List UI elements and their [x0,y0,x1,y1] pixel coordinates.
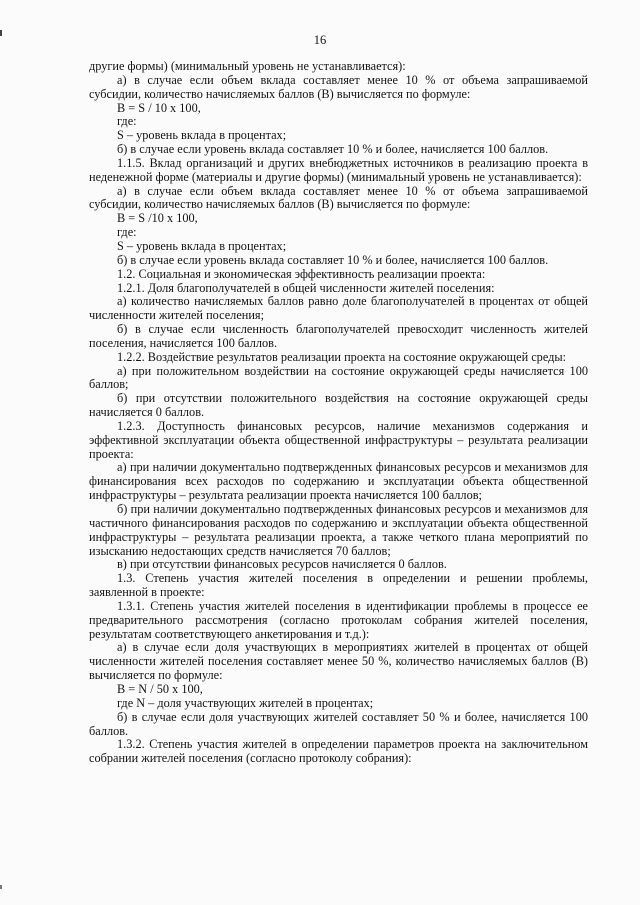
paragraph: где N – доля участвующих жителей в процентах; [117,695,374,710]
paragraph: б) в случае если доля участвующих жителей составляет 50 % и более, начисляется 100 баллов. [89,709,588,738]
paragraph: б) при отсутствии положительного воздействия на состояние окружающей среды начисляется 0 баллов. [89,391,588,420]
paragraph: а) в случае если доля участвующих в мероприятиях жителей в процентах от общей численности жителей поселения составляет менее 50 %, количество начисляемых баллов (B) вычисляется по формуле: [89,640,588,683]
document-body [89,60,588,766]
paragraph: б) в случае если уровень вклада составляет 10 % и более, начисляется 100 баллов. [117,142,549,157]
paragraph: а) количество начисляемых баллов равно доле благополучателей в процентах от общей численности жителей поселения; [89,294,588,323]
page-number: 16 [313,33,327,47]
section-heading: 1.1.5. Вклад организаций и других внебюджетных источников в реализацию проекта в неденежной форме (материалы и другие формы) (минимальный уровень не устанавливается): [89,155,588,184]
paragraph: в) при отсутствии финансовых ресурсов начисляется 0 баллов. [117,557,447,572]
formula: B = N / 50 x 100, [117,681,203,696]
paragraph: а) при положительном воздействии на состояние окружающей среды начисляется 100 баллов; [89,363,588,392]
paragraph: б) при наличии документально подтвержденных финансовых ресурсов и механизмов для частичного финансирования расходов по содержанию и эксплуатации объекта общественной инфраструктуры – результата реализации проекта, а также четкого плана мероприятий по изысканию недостающих средств начисляется 70 баллов; [89,502,588,558]
formula: B = S / 10 x 100, [117,100,201,115]
scan-edge-mark [0,885,2,889]
paragraph: где: [117,114,137,129]
paragraph: б) в случае если уровень вклада составляет 10 % и более, начисляется 100 баллов. [117,252,549,267]
formula: B = S /10 x 100, [117,211,198,226]
paragraph: другие формы) (минимальный уровень не устанавливается): [89,59,406,73]
section-heading: 1.3.1. Степень участия жителей поселения в идентификации проблемы в процессе ее предварительного рассмотрения (согласно протоколам собрания жителей поселения, результатам соответствующего анкетирования и т.д.): [89,598,588,641]
paragraph: а) в случае если объем вклада составляет менее 10 % от объема запрашиваемой субсидии, количество начисляемых баллов (B) вычисляется по формуле: [89,72,588,101]
section-heading: 1.3.2. Степень участия жителей в определении параметров проекта на заключительном собрании жителей поселения (согласно протоколу собрания): [89,737,588,766]
paragraph: а) при наличии документально подтвержденных финансовых ресурсов и механизмов для финансирования всех расходов по содержанию и эксплуатации объекта общественной инфраструктуры – результата реализации проекта начисляется 100 баллов; [89,460,588,503]
section-heading: 1.2.2. Воздействие результатов реализации проекта на состояние окружающей среды: [117,349,567,364]
paragraph: где: [117,225,137,240]
section-heading: 1.2. Социальная и экономическая эффективность реализации проекта: [117,266,486,281]
paragraph: S – уровень вклада в процентах; [117,238,287,253]
paragraph: б) в случае если численность благополучателей превосходит численность жителей поселения, начисляется 100 баллов. [89,322,588,350]
section-heading: 1.2.3. Доступность финансовых ресурсов, наличие механизмов содержания и эффективной эксплуатации объекта общественной инфраструктуры – результата реализации проекта: [89,418,588,461]
paragraph: S – уровень вклада в процентах; [117,128,287,143]
paragraph: а) в случае если объем вклада составляет менее 10 % от объема запрашиваемой субсидии, количество начисляемых баллов (B) вычисляется по формуле: [89,183,588,212]
section-heading: 1.2.1. Доля благополучателей в общей численности жителей поселения: [117,280,495,295]
section-heading: 1.3. Степень участия жителей поселения в определении и решении проблемы, заявленной в проекте: [89,571,588,600]
